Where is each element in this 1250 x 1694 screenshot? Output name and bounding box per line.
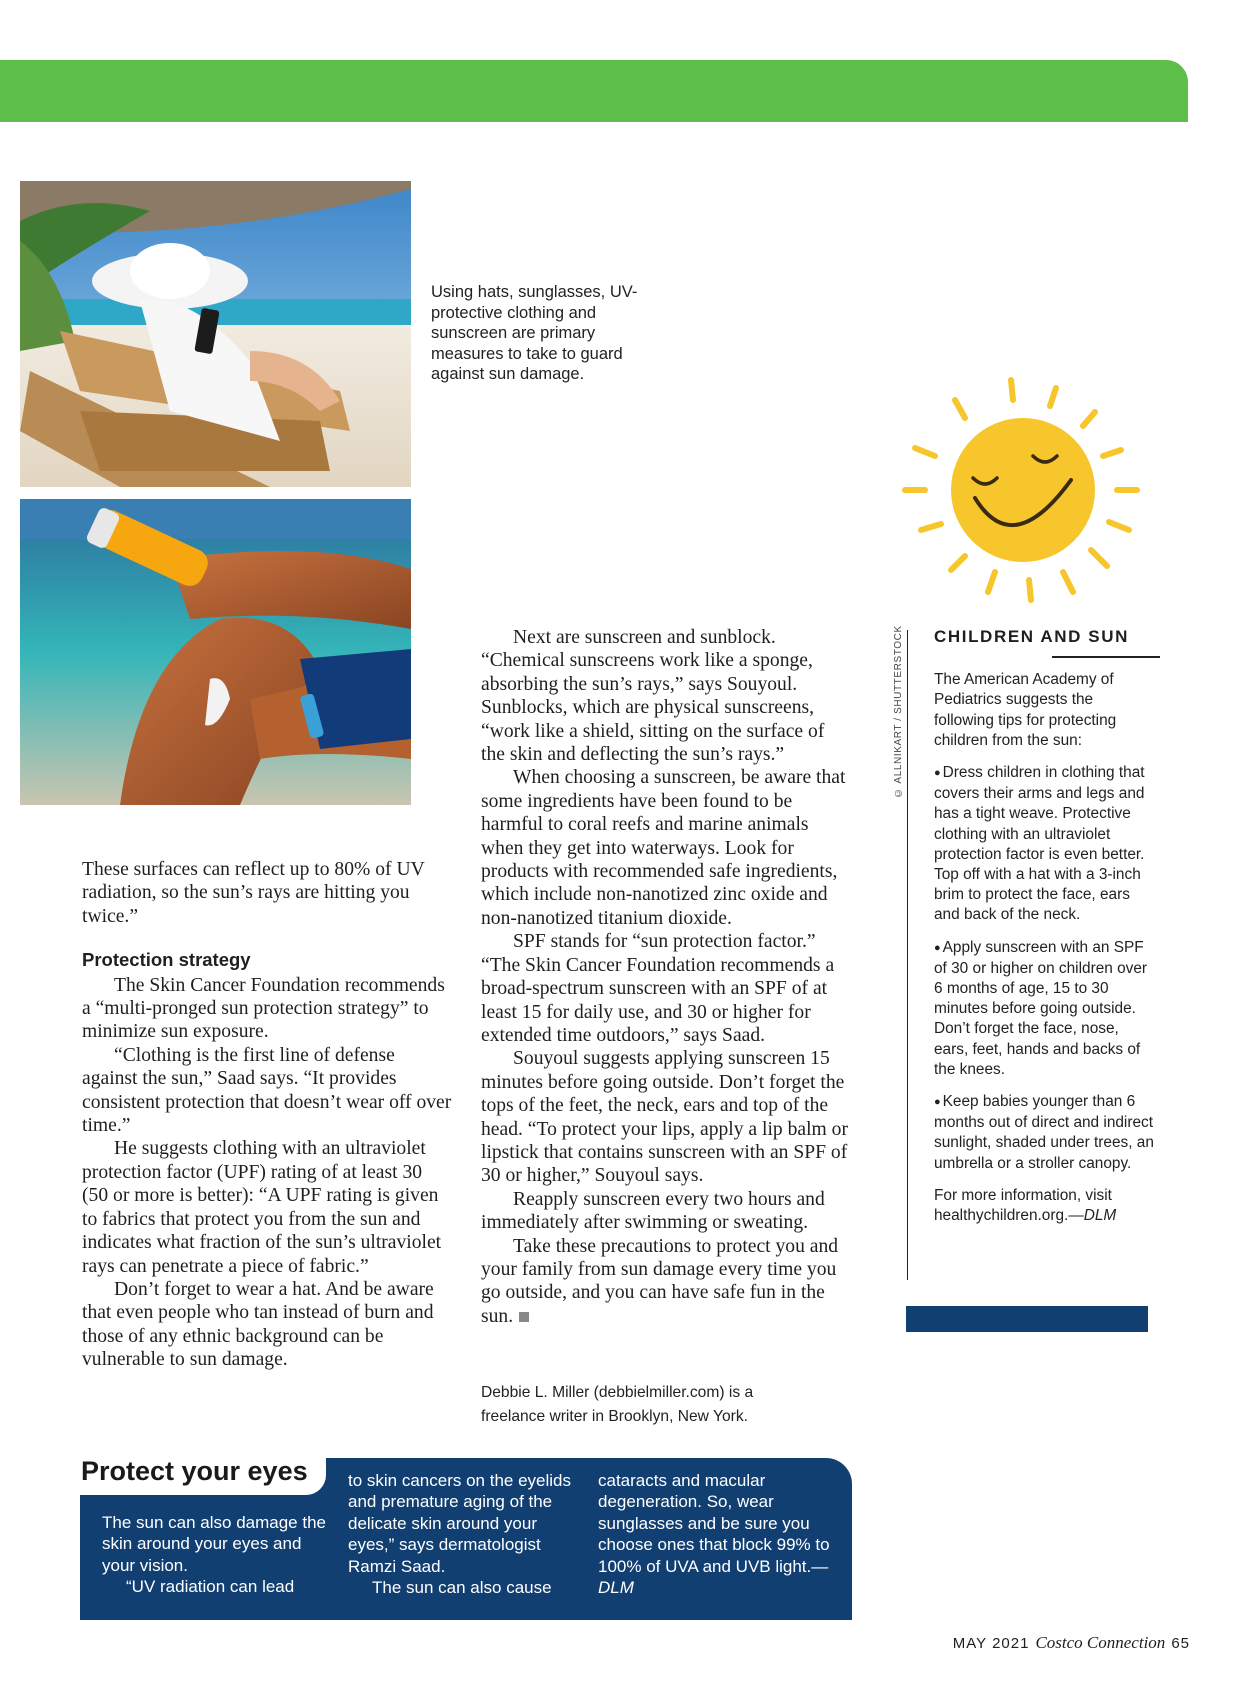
section-heading: Protection strategy [82, 949, 251, 971]
article-paragraph: When choosing a sunscreen, be aware that some ingredients have been found to be harmful to coral reefs and marine animals when they get into waterways. Look for products with recommended safe ingredients, which include non-nanotized zinc oxide and non-nanotized titanium dioxide. [481, 767, 846, 929]
header-color-band [0, 60, 1188, 122]
eyes-box-text: “UV radiation can lead [126, 1577, 295, 1597]
article-paragraph: Next are sunscreen and sunblock. “Chemical sunscreens work like a sponge, absorbing the sun’s rays,” says Souyoul. Sunblocks, which are physical sunscreens, “work like a shield, sitting on the surface of the skin and deflecting the sun’s rays.” [481, 627, 825, 766]
eyes-box-text: to skin cancers on the eyelids and premature aging of the delicate skin around your eyes,” says dermatologist Ramzi Saad. [348, 1471, 572, 1576]
article-paragraph: Souyoul suggests applying sunscreen 15 minutes before going outside. Don’t forget the tops of the feet, the neck, ears and top of the head. “To protect your lips, apply a lip balm or lipstick that contains sunscreen with an SPF of 30 or higher,” Souyoul says. [481, 1048, 848, 1187]
photo-credit: © ALLNIKART / SHUTTERSTOCK [893, 625, 904, 798]
beach-lounger-photo [20, 181, 411, 487]
article-paragraph: Don’t forget to wear a hat. And be aware that even people who tan instead of burn and those of any ethnic background can be vulnerable to sun damage. [82, 1278, 434, 1371]
article-left-column [82, 858, 452, 1372]
article-closing-text: Take these precautions to protect you and your family from sun damage every time you go outside, and you can have safe fun in the sun. [481, 1235, 839, 1327]
more-info-text: For more information, visit healthychildren.org. [934, 1186, 1112, 1225]
sidebar-title: CHILDREN AND SUN [934, 627, 1129, 646]
article-paragraph: The Skin Cancer Foundation recommends a “multi-pronged sun protection strategy” to minimize sun exposure. [82, 974, 445, 1043]
author-byline: Debbie L. Miller (debbielmiller.com) is a freelance writer in Brooklyn, New York. [481, 1384, 754, 1425]
photo-caption: Using hats, sunglasses, UV-protective clothing and sunscreen are primary measures to take to guard against sun damage. [431, 283, 638, 383]
article-paragraph: Reapply sunscreen every two hours and immediately after swimming or sweating. [481, 1188, 825, 1234]
sidebar-footer-bar [906, 1306, 1148, 1332]
eyes-box-column-2 [348, 1470, 580, 1598]
article-intro-text: These surfaces can reflect up to 80% of UV radiation, so the sun’s rays are hitting you twice.” [82, 859, 425, 927]
issue-date: MAY 2021 [952, 1635, 1030, 1652]
article-paragraph: SPF stands for “sun protection factor.” “The Skin Cancer Foundation recommends a broad-spectrum sunscreen with an SPF of at least 15 for daily use, and 30 or higher for extended time outdoors,” says Saad. [481, 931, 835, 1046]
sidebar-intro: The American Academy of Pediatrics suggests the following tips for protecting children from the sun: [934, 671, 1117, 749]
end-of-article-mark [519, 1312, 529, 1322]
sunscreen-leg-photo [20, 499, 411, 805]
sidebar-title-rule [1052, 656, 1160, 658]
eyes-box-text: cataracts and macular degeneration. So, wear sunglasses and be sure you choose ones that block 99% to 100% of UVA and UVB light. [598, 1471, 830, 1576]
page-number: 65 [1171, 1635, 1190, 1652]
sidebar-bullet: ● Apply sunscreen with an SPF of 30 or higher on children over 6 months of age, 15 to 30 minutes before going outside. Don’t forget the face, nose, ears, feet, hands and backs of the knees. [934, 938, 1156, 1080]
article-paragraph [481, 1235, 853, 1329]
eyes-box-column-3 [598, 1470, 838, 1598]
sidebar-bullet: ● Dress children in clothing that covers their arms and legs and has a tight weave. Protective clothing with an ultraviolet protection factor is even better. Top off with a hat with a 3-inch brim to protect the face, ears and back of the neck. [934, 763, 1156, 926]
article-paragraph: He suggests clothing with an ultraviolet protection factor (UPF) rating of at least 30 (50 or more is better): “A UPF rating is given to fabrics that protect you from the sun and indicates what fraction of the sun’s ultraviolet rays can penetrate a piece of fabric.” [82, 1138, 442, 1277]
page-folio [953, 1633, 1190, 1653]
sidebar-divider [907, 630, 908, 1280]
smiling-sun-illustration [893, 370, 1145, 610]
author-signature: —DLM [1068, 1207, 1117, 1225]
children-and-sun-sidebar [934, 627, 1156, 1238]
eyes-box-column-1 [102, 1512, 332, 1598]
magazine-name: Costco Connection [1035, 1633, 1166, 1652]
protect-your-eyes-title: Protect your eyes [81, 1456, 308, 1486]
sidebar-bullet: ● Keep babies younger than 6 months out of direct and indirect sunlight, shaded under trees, an umbrella or a stroller canopy. [934, 1092, 1156, 1174]
eyes-box-text: The sun can also damage the skin around your eyes and your vision. [102, 1513, 326, 1575]
article-middle-column [481, 626, 853, 1328]
eyes-box-text: The sun can also cause [372, 1578, 552, 1598]
article-paragraph: “Clothing is the first line of defense against the sun,” Saad says. “It provides consistent protection that doesn’t wear off over time.” [82, 1044, 452, 1137]
sidebar-more-info [934, 1186, 1156, 1226]
author-signature: —DLM [598, 1556, 829, 1598]
